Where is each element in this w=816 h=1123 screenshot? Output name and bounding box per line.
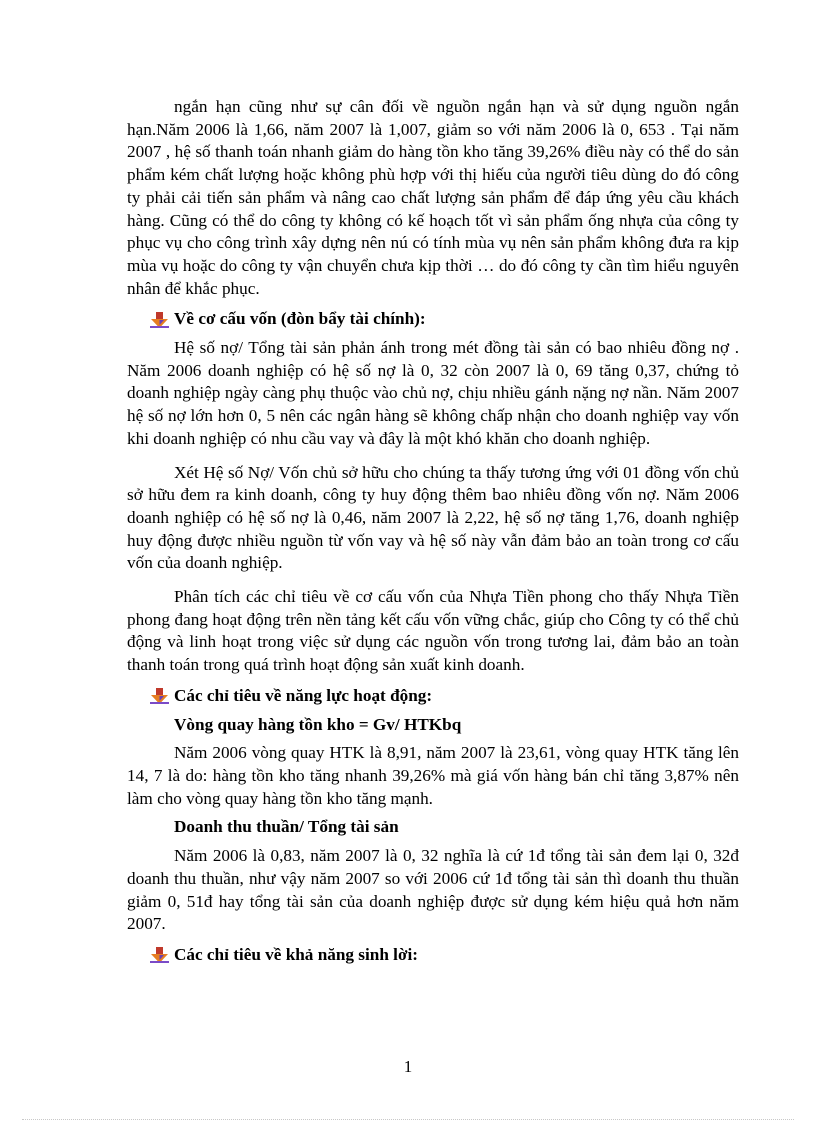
section-heading-capital-structure xyxy=(127,308,739,331)
subheading-inventory-turnover: Vòng quay hàng tồn kho = Gv/ HTKbq xyxy=(174,714,462,734)
page-bottom-divider xyxy=(22,1119,794,1120)
section-heading-text: Về cơ cấu vốn (đòn bẩy tài chính): xyxy=(174,309,426,329)
section-heading-profitability xyxy=(127,944,739,967)
subheading-asset-turnover: Doanh thu thuần/ Tổng tài sản xyxy=(174,817,399,837)
arrow-bullet-icon xyxy=(149,946,170,964)
paragraph-capital-analysis: Phân tích các chỉ tiêu về cơ cấu vốn của Nhựa Tiền phong cho thấy Nhựa Tiền phong đang hoạt động trên nền tảng kết cấu vốn vững chắc, giúp cho Công ty có thể chủ động và linh hoạt trong việc sử dụng các nguồn vốn trong tương lai, đảm bảo an toàn thanh toán trong quá trình hoạt động sản xuất kinh doanh. xyxy=(127,587,739,675)
paragraph-debt-equity: Xét Hệ số Nợ/ Vốn chủ sở hữu cho chúng ta thấy tương ứng với 01 đồng vốn chủ sở hữu đem ra kinh doanh, công ty huy động thêm bao nhiêu đồng vốn nợ. Năm 2006 doanh nghiệp có hệ số nợ là 0,46, năm 2007 là 2,22, hệ số nợ tăng 1,76, doanh nghiệp huy động được nhiều nguồn từ vốn vay và hệ số này vẫn đảm bảo an toàn trong cơ cấu vốn của doanh nghiệp. xyxy=(127,462,739,573)
section-heading-text: Các chỉ tiêu về khả năng sinh lời: xyxy=(174,944,418,964)
arrow-bullet-icon xyxy=(149,311,170,329)
arrow-bullet-icon xyxy=(149,687,170,705)
document-body xyxy=(127,96,739,973)
section-heading-activity xyxy=(127,685,739,708)
page-number: 1 xyxy=(403,1057,413,1076)
paragraph-asset-turnover: Năm 2006 là 0,83, năm 2007 là 0, 32 nghĩa là cứ 1đ tổng tài sản đem lại 0, 32đ doanh thu thuần, như vậy năm 2007 so với 2006 cứ 1đ tổng tài sản thì doanh thu thuần giảm 0, 51đ hay tổng tài sản của doanh nghiệp được sử dụng kém hiệu quả hơn năm 2007. xyxy=(127,846,739,934)
section-heading-text: Các chỉ tiêu về năng lực hoạt động: xyxy=(174,685,433,705)
paragraph-debt-ratio: Hệ số nợ/ Tổng tài sản phản ánh trong mét đồng tài sản có bao nhiêu đồng nợ . Năm 2006 doanh nghiệp có hệ số nợ là 0, 32 còn 2007 là 0, 69 tăng 0,37, chứng tỏ doanh nghiệp ngày càng phụ thuộc vào chủ nợ, chịu nhiều gánh nặng nợ nần. Năm 2007 hệ số nợ lớn hơn 0, 5 nên các ngân hàng sẽ không chấp nhận cho doanh nghiệp vay vốn khi doanh nghiệp có nhu cầu vay và đây là một khó khăn cho doanh nghiệp. xyxy=(127,338,739,448)
paragraph-inventory-turnover: Năm 2006 vòng quay HTK là 8,91, năm 2007 là 23,61, vòng quay HTK tăng lên 14, 7 là do: hàng tồn kho tăng nhanh 39,26% mà giá vốn hàng bán chỉ tăng 3,87% nên làm cho vòng quay hàng tồn kho tăng mạnh. xyxy=(127,743,739,808)
paragraph-liquidity: ngắn hạn cũng như sự cân đối về nguồn ngắn hạn và sử dụng nguồn ngắn hạn.Năm 2006 là 1,66, năm 2007 là 1,007, giảm so với năm 2006 là 0, 653 . Tại năm 2007 , hệ số thanh toán nhanh giảm do hàng tồn kho tăng 39,26% điều này có thể do sản phẩm kém chất lượng hoặc không phù hợp với thị hiếu của người tiêu dùng do đó công ty phải cải tiến sản phẩm và nâng cao chất lượng sản phẩm để đáp ứng yêu cầu khách hàng. Cũng có thể do công ty không có kế hoạch tốt vì sản phẩm ống nhựa của công ty phục vụ cho công trình xây dựng nên nú có tính mùa vụ nên sản phẩm không đưa ra kịp mùa vụ hoặc do công ty vận chuyển chưa kịp thời … do đó công ty cần tìm hiểu nguyên nhân để khắc phục. xyxy=(127,97,739,298)
